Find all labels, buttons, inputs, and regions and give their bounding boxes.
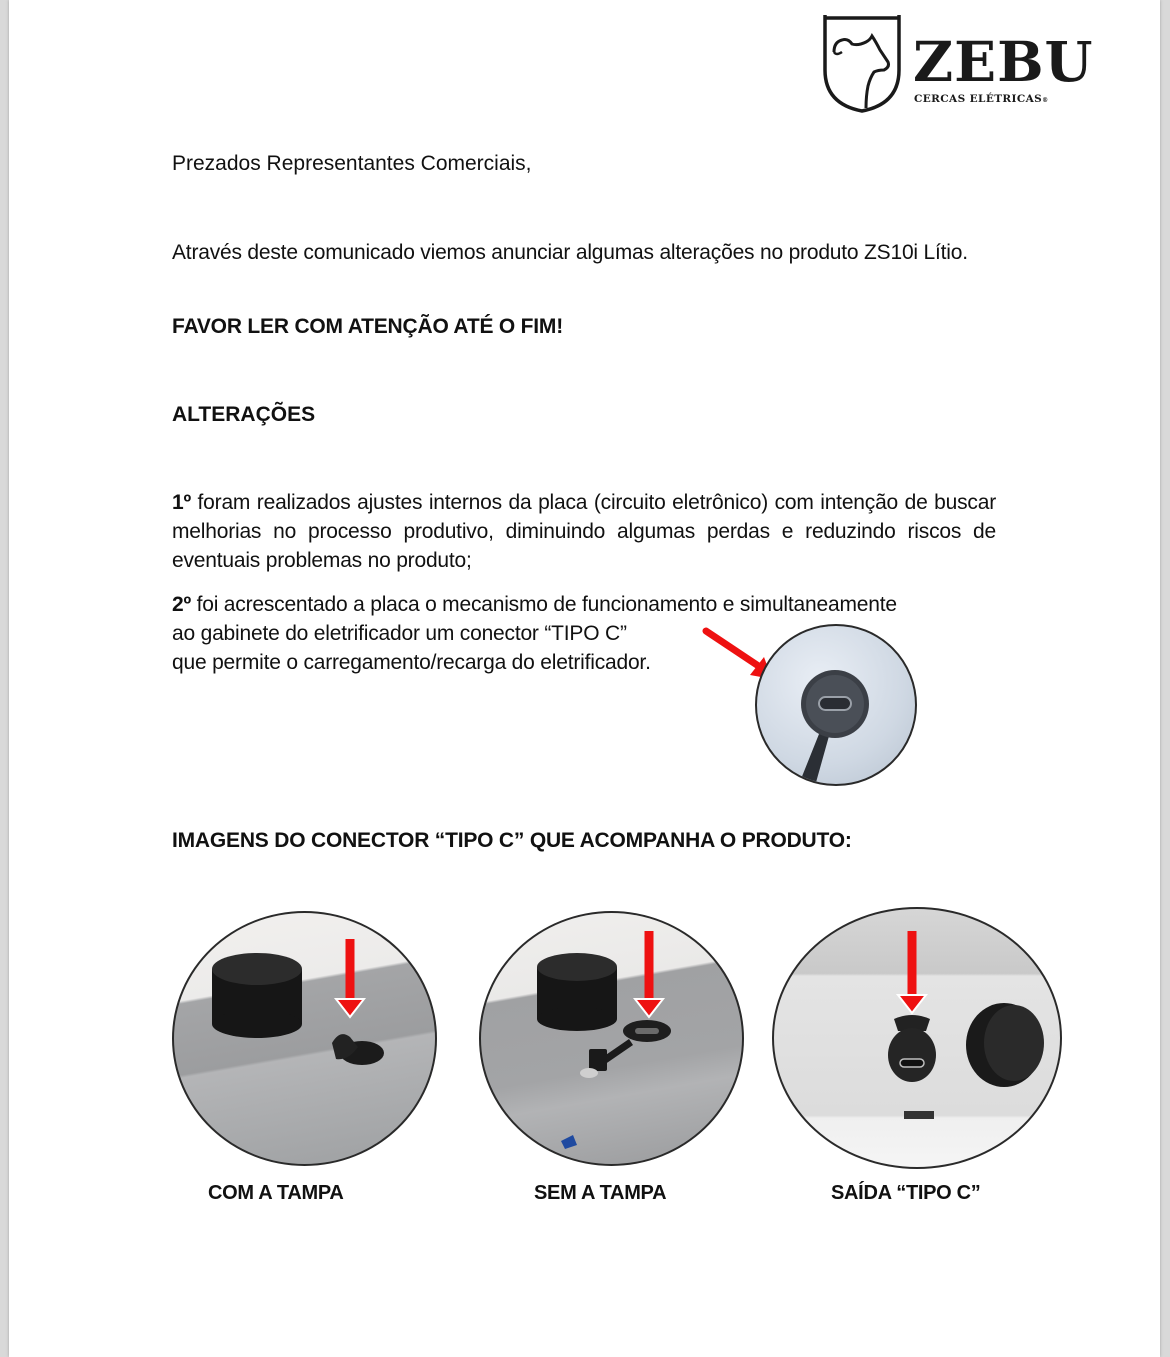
warning-text: FAVOR LER COM ATENÇÃO ATÉ O FIM! [172,315,564,338]
change-item-1 [172,488,996,575]
logo-tagline-text: CERCAS ELÉTRICAS [914,93,1043,105]
greeting: Prezados Representantes Comerciais, [172,152,532,175]
zebu-logo [822,12,1094,114]
section-title: ALTERAÇÕES [172,403,316,426]
item-ordinal: 2º [172,593,191,616]
document-page [9,0,1160,1357]
photo-with-cap [172,911,437,1166]
item-text-line3: que permite o carregamento/recarga do eletrificador. [172,651,651,674]
images-heading: IMAGENS DO CONECTOR “TIPO C” QUE ACOMPANHA O PRODUTO: [172,829,852,852]
bull-shield-icon [822,12,906,114]
item-ordinal: 1º [172,491,191,514]
caption-with-cap: COM A TAMPA [208,1182,344,1204]
caption-without-cap: SEM A TAMPA [534,1182,667,1204]
intro-paragraph: Através deste comunicado viemos anunciar algumas alterações no produto ZS10i Lítio. [172,241,968,264]
usb-c-closeup-photo [755,624,917,786]
item-text-line2: ao gabinete do eletrificador um conector “TIPO C” [172,622,627,645]
logo-tagline [914,93,1049,105]
registered-mark: ® [1042,97,1049,104]
caption-usb-c-output: SAÍDA “TIPO C” [831,1182,981,1204]
photo-without-cap [479,911,744,1166]
logo-wordmark: ZEBU [913,29,1094,94]
photo-usb-c-output [772,907,1062,1169]
item-text: foram realizados ajustes internos da placa (circuito eletrônico) com intenção de buscar melhorias no processo produtivo, diminuindo algumas perdas e reduzindo riscos de eventuais problemas no produto; [172,491,996,572]
item-text-line1: foi acrescentado a placa o mecanismo de funcionamento e simultaneamente [190,593,897,616]
